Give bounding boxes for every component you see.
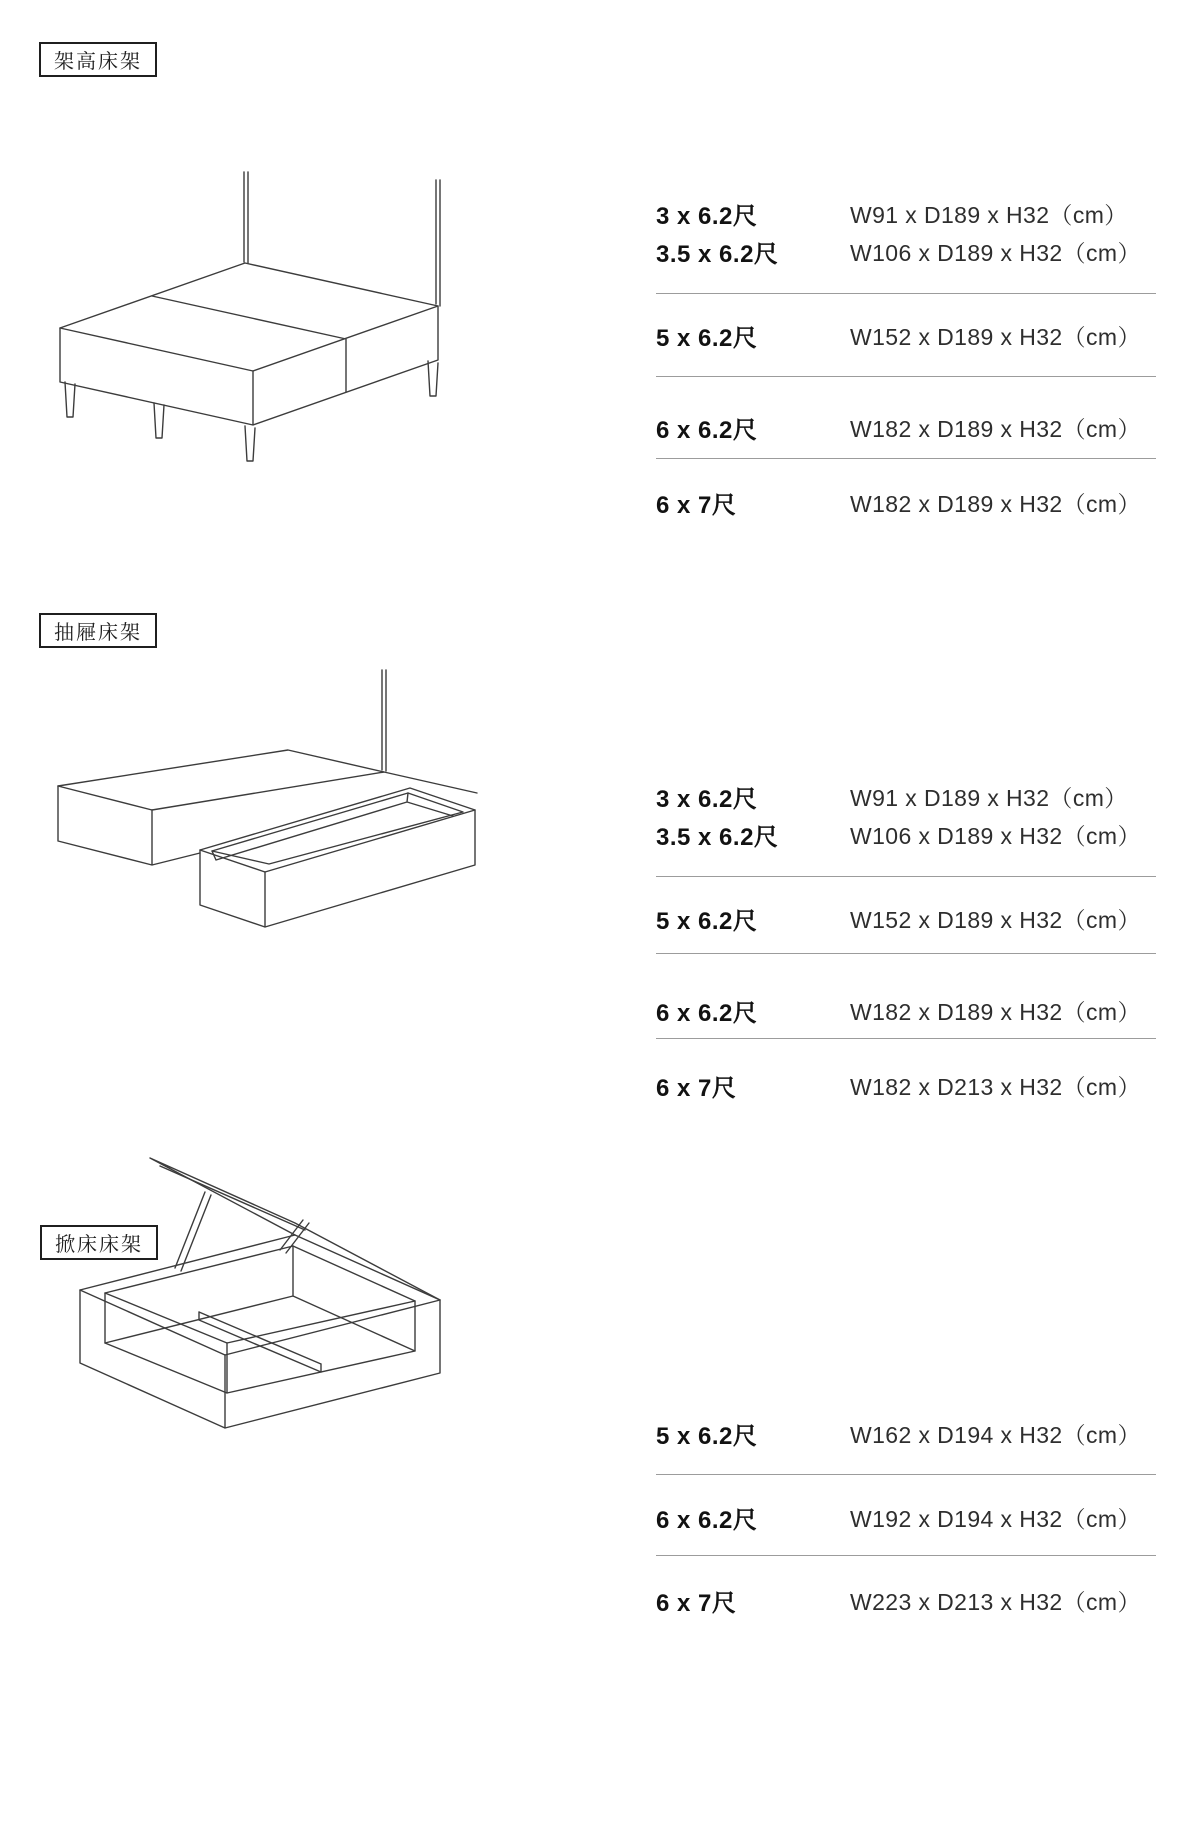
section-title-label: 掀床床架 — [55, 1234, 143, 1256]
row-divider — [656, 1474, 1156, 1475]
size-label: 6 x 7尺 — [656, 491, 737, 519]
dimension-value: W106 x D189 x H32（cm） — [850, 822, 1141, 849]
drawer-bed-drawing — [50, 660, 500, 960]
size-label: 5 x 6.2尺 — [656, 324, 758, 352]
row-divider — [656, 876, 1156, 877]
size-label: 3.5 x 6.2尺 — [656, 240, 779, 268]
drawer-bed-illustration — [50, 660, 500, 960]
dimension-value: W106 x D189 x H32（cm） — [850, 239, 1141, 266]
row-divider — [656, 293, 1156, 294]
dimension-value: W182 x D189 x H32（cm） — [850, 490, 1141, 517]
dimension-value: W152 x D189 x H32（cm） — [850, 323, 1141, 350]
size-label: 5 x 6.2尺 — [656, 1422, 758, 1450]
dimension-value: W182 x D189 x H32（cm） — [850, 415, 1141, 442]
dimension-value: W182 x D189 x H32（cm） — [850, 998, 1141, 1025]
spec-row — [656, 194, 1158, 232]
spec-row — [656, 1414, 1158, 1452]
section-title-raised-bed — [39, 42, 157, 77]
size-label: 3.5 x 6.2尺 — [656, 823, 779, 851]
dimension-value: W182 x D213 x H32（cm） — [850, 1073, 1141, 1100]
spec-row — [656, 408, 1158, 446]
section-title-label: 架高床架 — [54, 51, 142, 73]
spec-row — [656, 899, 1158, 937]
dimension-value: W192 x D194 x H32（cm） — [850, 1505, 1141, 1532]
spec-row — [656, 777, 1158, 815]
spec-row — [656, 483, 1158, 521]
liftup-bed-illustration — [55, 1150, 465, 1515]
section-title-label: 抽屜床架 — [54, 622, 142, 644]
spec-row — [656, 316, 1158, 354]
size-label: 3 x 6.2尺 — [656, 202, 758, 230]
spec-row — [656, 232, 1158, 270]
raised-bed-drawing — [40, 160, 480, 475]
row-divider — [656, 1555, 1156, 1556]
spec-row — [656, 815, 1158, 853]
dimension-value: W223 x D213 x H32（cm） — [850, 1588, 1141, 1615]
size-label: 6 x 7尺 — [656, 1589, 737, 1617]
spec-row — [656, 1066, 1158, 1104]
dimension-value: W152 x D189 x H32（cm） — [850, 906, 1141, 933]
spec-row — [656, 991, 1158, 1029]
row-divider — [656, 376, 1156, 377]
size-label: 6 x 6.2尺 — [656, 416, 758, 444]
dimension-value: W162 x D194 x H32（cm） — [850, 1421, 1141, 1448]
spec-row — [656, 1498, 1158, 1536]
section-title-drawer-bed — [39, 613, 157, 648]
size-label: 6 x 6.2尺 — [656, 999, 758, 1027]
dimension-value: W91 x D189 x H32（cm） — [850, 784, 1128, 811]
liftup-bed-drawing — [55, 1150, 465, 1515]
size-label: 3 x 6.2尺 — [656, 785, 758, 813]
row-divider — [656, 1038, 1156, 1039]
row-divider — [656, 953, 1156, 954]
dimension-value: W91 x D189 x H32（cm） — [850, 201, 1128, 228]
size-label: 6 x 7尺 — [656, 1074, 737, 1102]
row-divider — [656, 458, 1156, 459]
size-label: 5 x 6.2尺 — [656, 907, 758, 935]
raised-bed-illustration — [40, 160, 480, 475]
size-label: 6 x 6.2尺 — [656, 1506, 758, 1534]
spec-row — [656, 1581, 1158, 1619]
